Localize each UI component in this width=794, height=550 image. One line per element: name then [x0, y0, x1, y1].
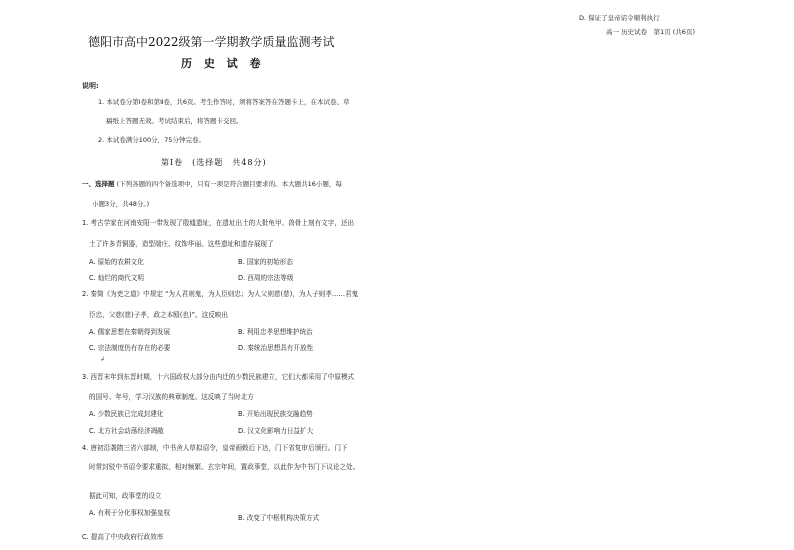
notes-item-1: 1. 本试卷分第Ⅰ卷和第Ⅱ卷，共6页。考生作答时，须将答案答在答题卡上，在本试卷、草	[98, 98, 350, 106]
q4-stem: 4. 唐初沿袭隋三省六部制，中书舍人草拟诏令，皇帝画敕后下达，门下省复审后颁行。门下	[82, 444, 348, 452]
q2-option-a: A. 儒家思想在秦朝得到发展	[89, 328, 171, 336]
q3-option-c: C. 北方社会动荡经济凋敝	[89, 427, 164, 435]
section-intro-cont: 小题3分，共48分。)	[92, 200, 150, 208]
q3-option-a: A. 少数民族已完成封建化	[89, 410, 164, 418]
q3-stem-cont: 的国号、年号，学习汉族的典章制度。这反映了当时北方	[89, 393, 254, 401]
q2-option-d: D. 秦统治思想具有开放性	[238, 344, 314, 352]
notes-item-2: 2. 本试卷满分100分，75分钟完卷。	[98, 136, 205, 144]
page-footer: 高一 历史试卷 第1页 (共6页)	[606, 28, 695, 36]
q2-stem: 2. 秦简《为吏之道》中规定 “为人君则鬼，为人臣则忠；为人父则慈(慈)，为人子则孝……君鬼	[82, 290, 359, 298]
exam-title: 德阳市高中2022级第一学期教学质量监测考试	[88, 35, 335, 49]
q3-option-d: D. 汉文化影响力日益扩大	[238, 427, 314, 435]
q3-option-b: B. 开始出现民族交融趋势	[238, 410, 313, 418]
q1-option-d: D. 西周的宗法等级	[238, 274, 294, 282]
q1-stem: 1. 考古学家在河南安阳一带发现了殷墟遗址，在遗址出土的大批龟甲、兽骨上刻有文字，还出	[82, 219, 355, 227]
section-intro	[82, 180, 342, 189]
section-intro-text: (下列各题的四个备选项中，只有一项是符合题目要求的。本大题共16小题，每	[116, 180, 342, 188]
exam-subtitle: 历 史 试 卷	[181, 57, 265, 70]
q4-option-d: D. 保证了皇帝诏令顺利执行	[579, 14, 660, 22]
q1-stem-cont: 土了许多青铜器，造型端庄、纹饰华丽。这些遗址和遗存展现了	[89, 240, 274, 248]
q2-stem-cont: 臣忠，父慈(慈)子孝，政之本殹(也)”。这反映出	[89, 311, 228, 319]
q4-stem-cont: 时常封驳中书诏令要求重拟，相对频繁。玄宗年间，置政事堂，以此作为中书门下议论之处。	[89, 463, 360, 471]
q4-stem-cont-2: 据此可知，政事堂的设立	[89, 492, 162, 500]
notes-item-1-cont: 稿纸上答题无效。考试结束后，将答题卡交回。	[106, 117, 243, 125]
q4-option-b: B. 改变了中枢机构决策方式	[238, 514, 320, 522]
q2-option-c: C. 宗法制度仍有存在的必要	[89, 344, 171, 352]
section-heading: 第Ⅰ卷 (选择题 共48分)	[161, 158, 267, 167]
paragraph-mark: ↲	[100, 356, 106, 363]
q2-option-b: B. 利用忠孝思想维护统治	[238, 328, 313, 336]
q3-stem: 3. 西晋末年到东晋时期，十六国政权大部分由内迁的少数民族建立，它们大都采用了中原模式	[82, 373, 355, 381]
q1-option-c: C. 灿烂的商代文明	[89, 274, 144, 282]
q4-option-c: C. 提高了中央政府行政效率	[82, 533, 164, 541]
q1-option-a: A. 原始的农耕文化	[89, 258, 144, 266]
notes-heading: 说明:	[82, 82, 99, 90]
section-intro-label: 一、选择题	[82, 180, 115, 188]
q1-option-b: B. 国家的初始形态	[238, 258, 293, 266]
q4-option-a: A. 有利于分化事权加强皇权	[89, 509, 171, 517]
